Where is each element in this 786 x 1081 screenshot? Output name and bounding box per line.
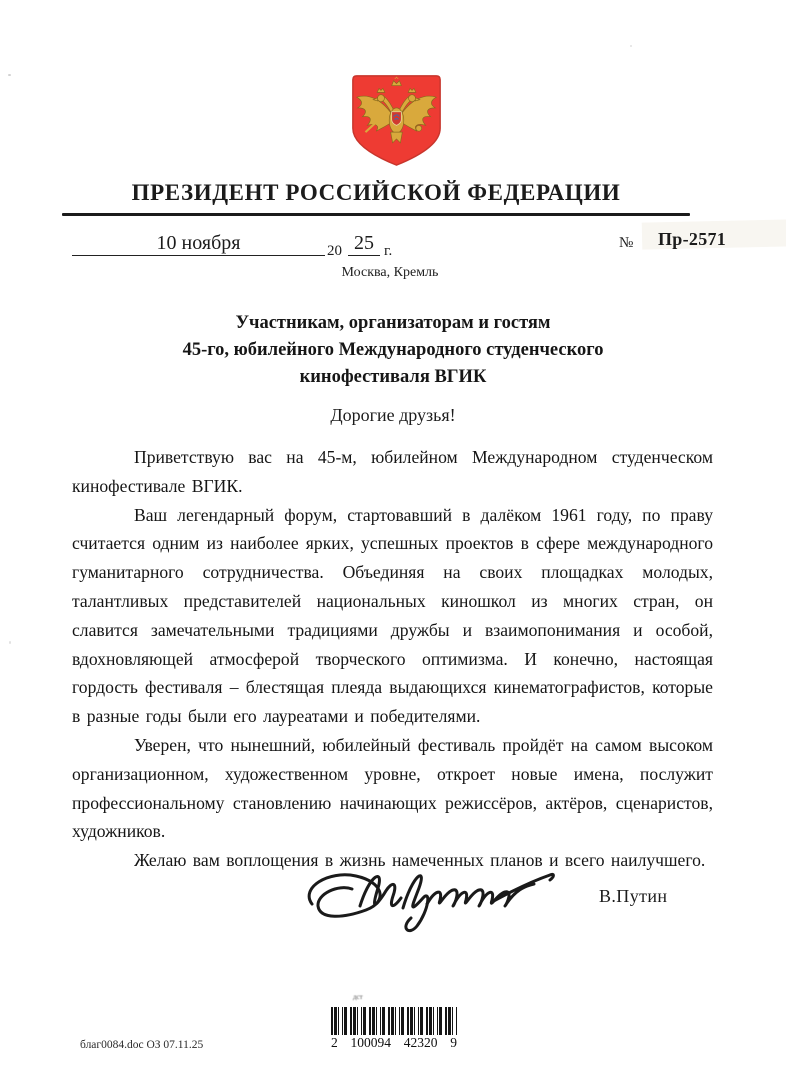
body-paragraph: Ваш легендарный форум, стартовавший в далёком 1961 году, по праву считается одним из наиболее ярких, успешных проектов в сфере международного гуманитарного сотрудничества. Объединяя на своих площадках молодых, талантливых представителей национальных киношкол из многих стран, он славится замечательными традициями дружбы и взаимопонимания и особой, вдохновляющей атмосферой творческого оптимизма. И конечно, настоящая гордость фестиваля – блестящая плеяда выдающихся кинематографистов, которые в разные годы были его лауреатами и победителями. (72, 504, 713, 727)
salutation: Дорогие друзья! (330, 405, 456, 425)
addressee-block (73, 310, 713, 391)
barcode-digit-group: 100094 (350, 1035, 391, 1050)
letter-body (72, 443, 713, 875)
date-century: 20 (327, 243, 342, 259)
body-paragraph: Желаю вам воплощения в жизнь намеченных планов и всего наилучшего. (134, 850, 706, 871)
page-title: ПРЕЗИДЕНТ РОССИЙСКОЙ ФЕДЕРАЦИИ (131, 180, 621, 205)
scan-speck (8, 74, 11, 76)
addressee-line: Участникам, организаторам и гостям (235, 313, 551, 333)
signatory-name: В.Путин (599, 886, 668, 906)
place-line: Москва, Кремль (341, 265, 439, 280)
document-number-value: Пр-2571 (658, 229, 727, 249)
document-number-label: № (619, 235, 634, 251)
body-paragraph: Уверен, что нынешний, юбилейный фестиваль пройдёт на самом высоком организационном, художественном уровне, откроет новые имена, послужит профессиональному становлению начинающих режиссёров, актёров, сценаристов, художников. (72, 734, 713, 842)
date-day-month: 10 ноября (72, 232, 325, 256)
barcode-digit-group: 9 (450, 1035, 457, 1050)
scan-speck (630, 45, 632, 47)
date-block (72, 226, 402, 266)
barcode-digit-group: 2 (331, 1035, 338, 1050)
scan-speck (9, 641, 11, 644)
date-year-suffix: г. (384, 243, 393, 259)
addressee-line: кинофестиваля ВГИК (299, 367, 487, 387)
putin-signature-icon (296, 852, 564, 936)
date-year: 25 (348, 232, 380, 256)
russian-coat-of-arms-icon (343, 72, 450, 169)
barcode-digits (331, 1035, 457, 1051)
barcode (331, 995, 457, 1051)
barcode-digit-group: 42320 (403, 1035, 438, 1050)
header-rule (62, 213, 690, 216)
barcode-small-mark: дст (353, 993, 363, 1001)
barcode-bars-icon (331, 1007, 457, 1035)
body-paragraph: Приветствую вас на 45-м, юбилейном Международном студенческом кинофестивале ВГИК. (72, 447, 713, 496)
document-reference: благ0084.doc ОЗ 07.11.25 (80, 1039, 204, 1051)
addressee-line: 45-го, юбилейного Международного студенческого (182, 340, 604, 360)
